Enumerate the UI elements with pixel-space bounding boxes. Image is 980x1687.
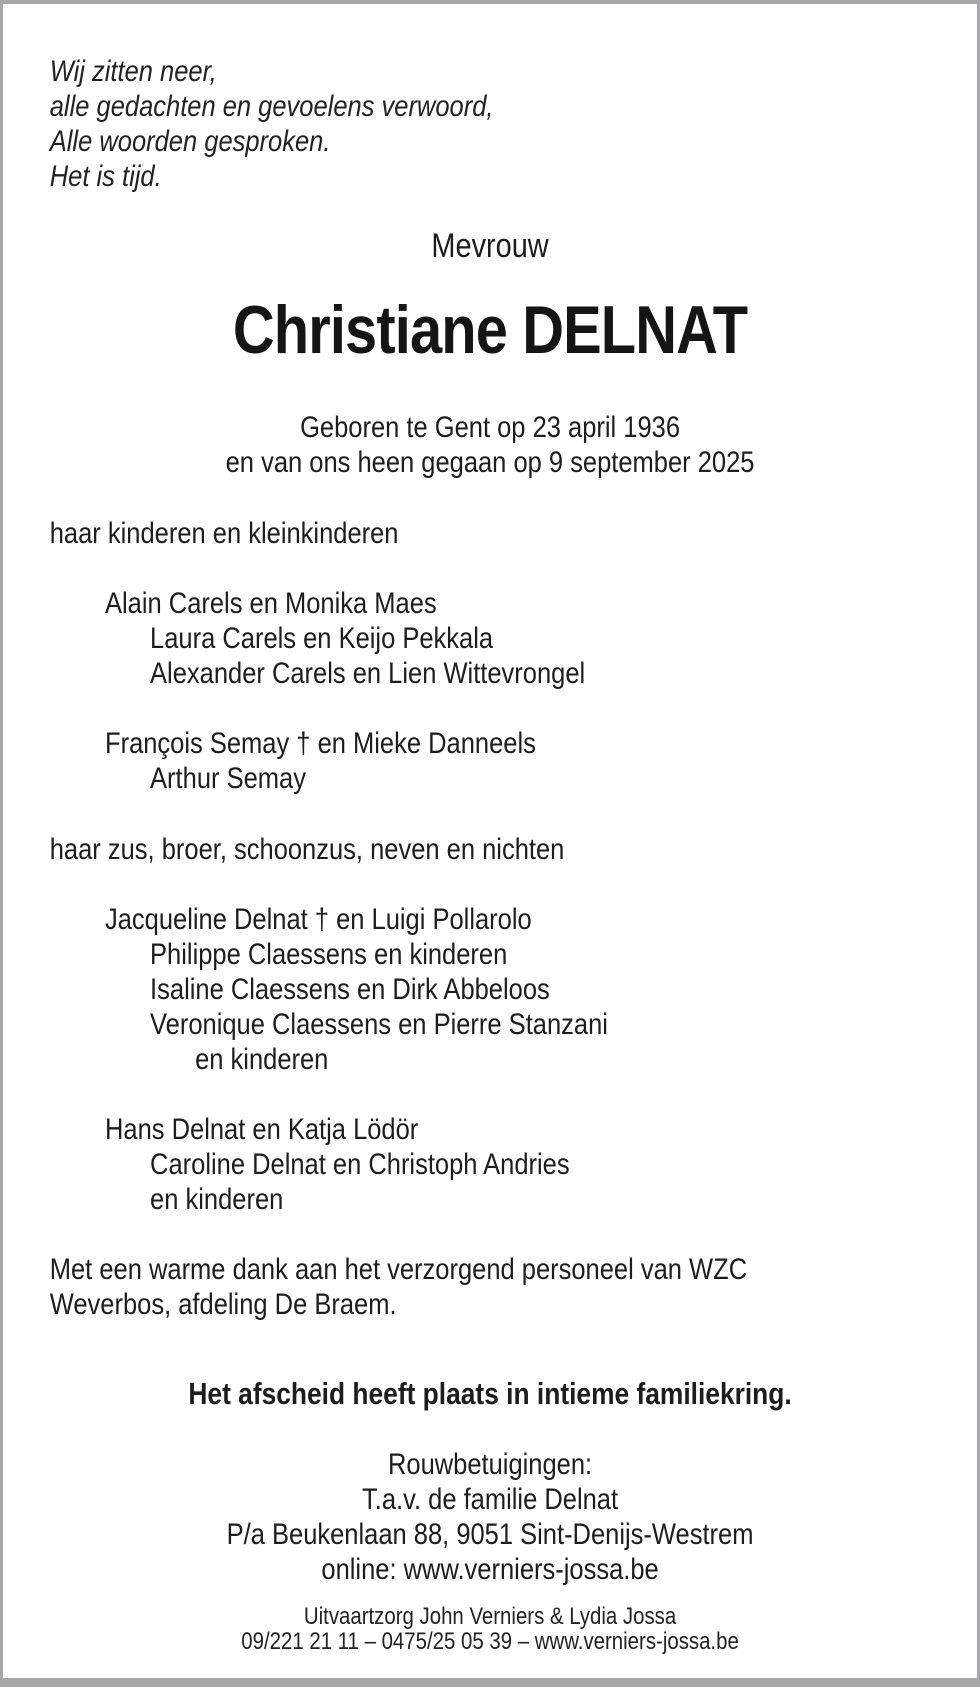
poem-line: alle gedachten en gevoelens verwoord, bbox=[49, 90, 494, 123]
family-member-line: Caroline Delnat en Christoph Andries bbox=[150, 1148, 570, 1181]
poem bbox=[3, 54, 977, 194]
birth-death-block bbox=[3, 410, 977, 480]
family-member-line: Alain Carels en Monika Maes bbox=[105, 587, 437, 620]
thanks-block bbox=[3, 1252, 977, 1322]
family-group bbox=[3, 1112, 977, 1217]
family-member-line: Veronique Claessens en Pierre Stanzani bbox=[150, 1008, 608, 1041]
family-member-line: Jacqueline Delnat † en Luigi Pollarolo bbox=[105, 903, 532, 936]
condolences-line: T.a.v. de familie Delnat bbox=[362, 1483, 619, 1516]
family-group bbox=[3, 726, 977, 796]
family-member-line: Alexander Carels en Lien Wittevrongel bbox=[150, 657, 586, 690]
death-line: en van ons heen gegaan op 9 september 2025 bbox=[225, 446, 755, 479]
salutation: Mevrouw bbox=[431, 227, 549, 265]
family-member-line: Hans Delnat en Katja Lödör bbox=[105, 1113, 419, 1146]
family-group bbox=[3, 902, 977, 1077]
undertaker-contact-line: 09/221 21 11 – 0475/25 05 39 – www.verniers-jossa.be bbox=[241, 1628, 739, 1655]
family-member-line: Laura Carels en Keijo Pekkala bbox=[150, 622, 494, 655]
family-member-line: Arthur Semay bbox=[150, 762, 306, 795]
family-member-line: en kinderen bbox=[195, 1043, 329, 1076]
undertaker-name-line: Uitvaartzorg John Verniers & Lydia Jossa bbox=[303, 1603, 677, 1630]
family-member-line: en kinderen bbox=[150, 1183, 284, 1216]
poem-line: Het is tijd. bbox=[49, 160, 162, 193]
family-member-line: Isaline Claessens en Dirk Abbeloos bbox=[150, 973, 550, 1006]
condolences-line: Rouwbetuigingen: bbox=[387, 1448, 593, 1481]
mourning-announcement-card bbox=[3, 4, 977, 1678]
section-label-siblings: haar zus, broer, schoonzus, neven en nichten bbox=[49, 833, 565, 866]
deceased-name: Christiane DELNAT bbox=[232, 292, 748, 368]
thanks-line: Weverbos, afdeling De Braem. bbox=[49, 1288, 397, 1321]
poem-line: Alle woorden gesproken. bbox=[49, 125, 331, 158]
family-group bbox=[3, 586, 977, 691]
farewell-announcement: Het afscheid heeft plaats in intieme familiekring. bbox=[188, 1376, 792, 1411]
family-member-line: François Semay † en Mieke Danneels bbox=[105, 727, 536, 760]
birth-line: Geboren te Gent op 23 april 1936 bbox=[300, 411, 681, 444]
thanks-line: Met een warme dank aan het verzorgend personeel van WZC bbox=[49, 1253, 748, 1286]
poem-line: Wij zitten neer, bbox=[49, 55, 217, 88]
condolences-website-line: online: www.verniers-jossa.be bbox=[321, 1553, 659, 1586]
section-label-children: haar kinderen en kleinkinderen bbox=[49, 517, 399, 550]
condolences-line: P/a Beukenlaan 88, 9051 Sint-Denijs-Westrem bbox=[226, 1518, 754, 1551]
undertaker-block bbox=[3, 1604, 977, 1654]
announcement-content bbox=[3, 4, 977, 1654]
condolences-block bbox=[3, 1447, 977, 1587]
family-member-line: Philippe Claessens en kinderen bbox=[150, 938, 508, 971]
